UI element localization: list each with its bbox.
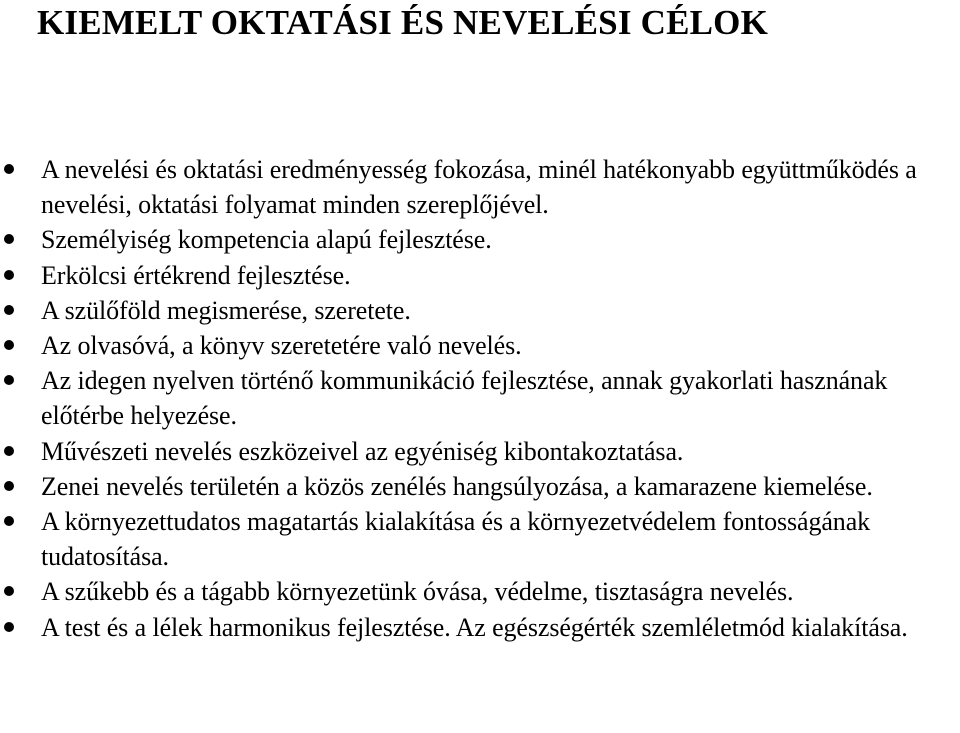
bullet-icon bbox=[4, 586, 14, 596]
bullet-icon bbox=[4, 305, 14, 315]
goal-item bbox=[0, 222, 960, 257]
bullet-icon bbox=[4, 516, 14, 526]
goal-item bbox=[0, 574, 960, 609]
page-title: KIEMELT OKTATÁSI ÉS NEVELÉSI CÉLOK bbox=[37, 3, 769, 42]
goal-text: A nevelési és oktatási eredményesség fokozása, minél hatékonyabb együttműködés a nevelési, oktatási folyamat minden szereplőjével. bbox=[41, 155, 917, 220]
goal-text: Az olvasóvá, a könyv szeretetére való nevelés. bbox=[41, 331, 522, 361]
goal-item bbox=[0, 293, 960, 328]
goal-item bbox=[0, 363, 960, 433]
goal-item bbox=[0, 328, 960, 363]
goal-text: Erkölcsi értékrend fejlesztése. bbox=[41, 260, 351, 290]
goal-text: A szülőföld megismerése, szeretete. bbox=[41, 295, 411, 325]
bullet-icon bbox=[4, 446, 14, 456]
goal-text: Művészeti nevelés eszközeivel az egyéniség kibontakoztatása. bbox=[41, 436, 684, 466]
bullet-icon bbox=[4, 481, 14, 491]
goal-text: Az idegen nyelven történő kommunikáció fejlesztése, annak gyakorlati hasznának előtérbe helyezése. bbox=[41, 366, 888, 431]
goal-text: A szűkebb és a tágabb környezetünk óvása, védelme, tisztaságra nevelés. bbox=[41, 577, 794, 607]
goal-item bbox=[0, 504, 960, 574]
goal-text: Zenei nevelés területén a közös zenélés hangsúlyozása, a kamarazene kiemelése. bbox=[41, 471, 873, 501]
goal-text: Személyiség kompetencia alapú fejlesztése. bbox=[41, 225, 492, 255]
bullet-icon bbox=[4, 340, 14, 350]
goal-text: A test és a lélek harmonikus fejlesztése. Az egészségérték szemléletmód kialakítása. bbox=[41, 612, 908, 642]
bullet-icon bbox=[4, 270, 14, 280]
goal-item bbox=[0, 258, 960, 293]
goal-text: A környezettudatos magatartás kialakítása és a környezetvédelem fontosságának tudatosítása. bbox=[41, 507, 871, 572]
goal-item bbox=[0, 469, 960, 504]
bullet-icon bbox=[4, 622, 14, 632]
bullet-icon bbox=[4, 234, 14, 244]
goal-item bbox=[0, 434, 960, 469]
bullet-icon bbox=[4, 375, 14, 385]
bullet-icon bbox=[4, 164, 14, 174]
goal-list bbox=[0, 152, 960, 645]
goal-item bbox=[0, 152, 960, 222]
goal-item bbox=[0, 610, 960, 645]
